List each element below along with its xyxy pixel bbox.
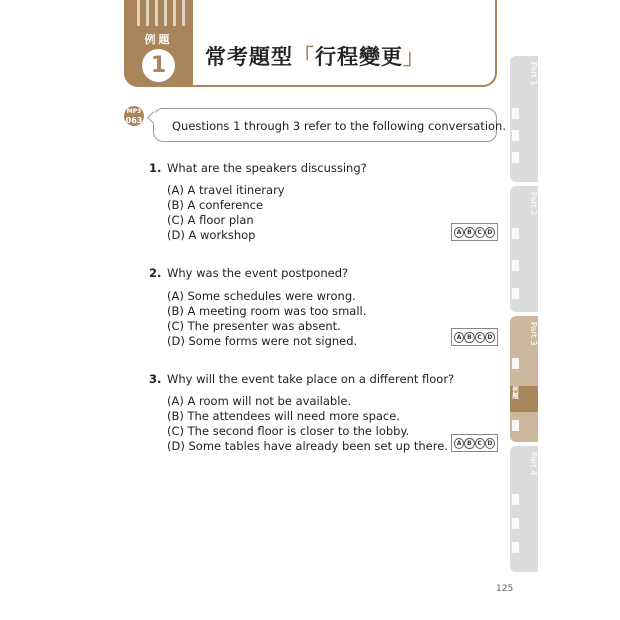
answer-bubble-c[interactable]: C	[475, 227, 485, 238]
header-stripe	[182, 0, 185, 26]
answer-bubble-c[interactable]: C	[475, 332, 485, 343]
question-number: 1.	[149, 161, 162, 175]
question-option: (C) The presenter was absent.	[167, 319, 341, 333]
side-tab-marker	[512, 260, 519, 271]
question-option: (A) A room will not be available.	[167, 394, 352, 408]
side-tab-active-label: 例題	[511, 386, 519, 399]
answer-bubble-d[interactable]: D	[485, 227, 495, 238]
header-stripe	[173, 0, 176, 26]
title-bracket-close: 」	[403, 45, 425, 69]
question-option: (B) The attendees will need more space.	[167, 409, 400, 423]
side-tab-label: Part 1	[529, 62, 538, 86]
answer-bubble-b[interactable]: B	[464, 438, 474, 449]
side-tab-marker	[512, 288, 519, 299]
answer-bubbles	[451, 434, 498, 452]
question-text: What are the speakers discussing?	[167, 161, 367, 175]
answer-bubble-d[interactable]: D	[485, 438, 495, 449]
side-tab-marker	[512, 542, 519, 553]
answer-bubble-b[interactable]: B	[464, 332, 474, 343]
side-tab-marker	[512, 228, 519, 239]
question-option: (B) A meeting room was too small.	[167, 304, 367, 318]
question-option: (A) A travel itinerary	[167, 183, 285, 197]
title-bracket-open: 「	[293, 45, 315, 69]
header-stripe	[155, 0, 158, 26]
answer-bubbles	[451, 223, 498, 241]
header-stripe	[164, 0, 167, 26]
question-option: (D) A workshop	[167, 228, 256, 242]
question-option: (C) The second floor is closer to the lobby.	[167, 424, 410, 438]
question-number: 2.	[149, 266, 162, 280]
answer-bubble-a[interactable]: A	[454, 227, 464, 238]
side-tab-marker	[512, 518, 519, 529]
mp3-label: MP3	[126, 108, 142, 115]
answer-bubble-a[interactable]: A	[454, 438, 464, 449]
example-number: 1	[142, 49, 175, 82]
answer-bubble-a[interactable]: A	[454, 332, 464, 343]
question-option: (D) Some tables have already been set up there.	[167, 439, 448, 453]
side-tab-marker	[512, 108, 519, 119]
question-option: (B) A conference	[167, 198, 264, 212]
example-tab-label: 例題	[144, 33, 173, 46]
question-number: 3.	[149, 372, 162, 386]
side-tab-label: Part 4	[529, 452, 538, 476]
question-text: Why will the event take place on a different floor?	[167, 372, 455, 386]
mp3-track-number: 063	[125, 116, 143, 125]
side-tab-label: Part 2	[529, 192, 538, 216]
side-tab-marker	[512, 130, 519, 141]
intro-text: Questions 1 through 3 refer to the following conversation.	[172, 119, 506, 133]
question-option: (D) Some forms were not signed.	[167, 334, 358, 348]
mp3-track-icon	[124, 106, 144, 126]
header-stripe	[146, 0, 149, 26]
question-option: (C) A floor plan	[167, 213, 254, 227]
header-stripe	[137, 0, 140, 26]
side-tab-marker	[512, 152, 519, 163]
answer-bubbles	[451, 328, 498, 346]
page-title	[205, 41, 425, 71]
title-topic: 行程變更	[315, 45, 403, 69]
question-option: (A) Some schedules were wrong.	[167, 289, 356, 303]
title-main: 常考題型	[205, 45, 293, 69]
answer-bubble-d[interactable]: D	[485, 332, 495, 343]
side-tab-label: Part 3	[529, 322, 538, 346]
side-tab-marker	[512, 358, 519, 369]
side-tab-marker	[512, 494, 519, 505]
page-number: 125	[496, 584, 514, 594]
answer-bubble-c[interactable]: C	[475, 438, 485, 449]
side-tab-marker	[512, 420, 519, 431]
question-text: Why was the event postponed?	[167, 266, 349, 280]
answer-bubble-b[interactable]: B	[464, 227, 474, 238]
